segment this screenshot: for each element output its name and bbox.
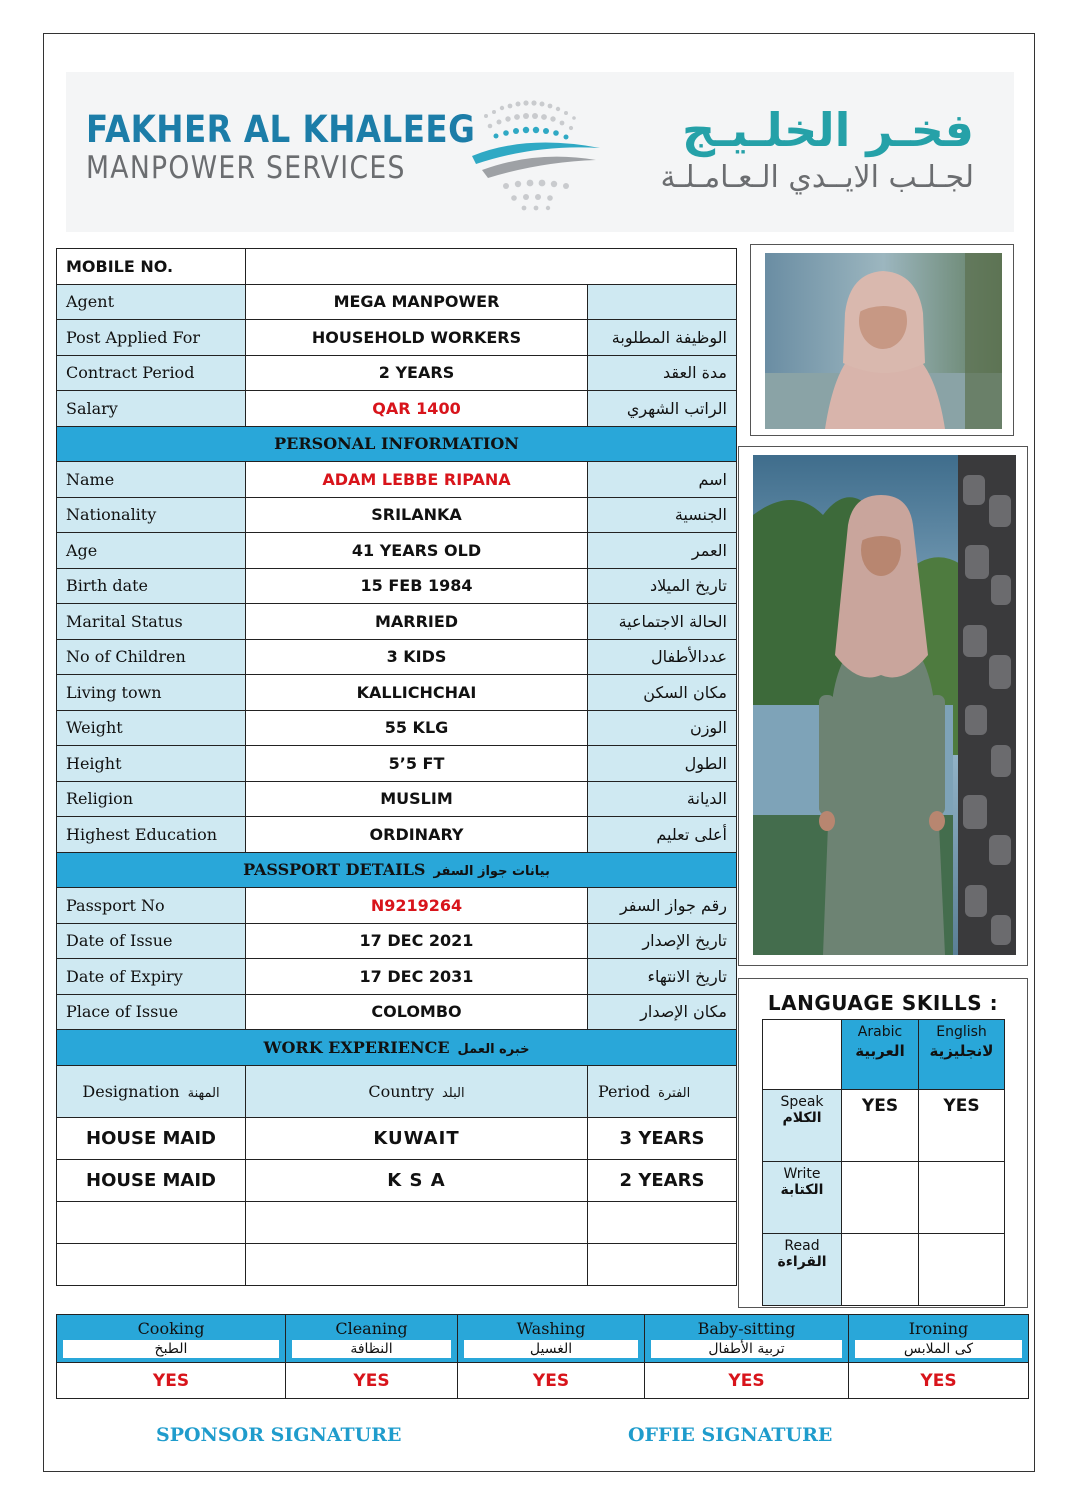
field-label-ar: الراتب الشهري	[588, 391, 737, 427]
field-label-ar: تاريخ الانتهاء	[588, 959, 737, 995]
info-row	[57, 284, 737, 320]
language-arabic-header	[842, 1020, 919, 1090]
work-country: K S A	[246, 1159, 588, 1201]
work-period-header-text: Period	[598, 1081, 651, 1101]
skill-value-cleaning: YES	[286, 1363, 458, 1399]
field-label-ar: تاريخ الميلاد	[588, 568, 737, 604]
field-label: Weight	[57, 710, 246, 746]
language-arabic-label-ar: العربية	[855, 1042, 905, 1060]
work-period-header	[588, 1065, 737, 1117]
skill-name: Ironing	[908, 1319, 969, 1338]
field-label: Date of Issue	[57, 923, 246, 959]
mobile-row	[57, 249, 737, 285]
write-label-ar: الكتابة	[780, 1182, 824, 1198]
passport-details-header-title	[57, 852, 737, 888]
skills-header-row	[57, 1315, 1029, 1363]
portrait-photo-frame	[750, 244, 1014, 436]
info-row	[57, 391, 737, 427]
language-header-row	[763, 1020, 1005, 1090]
work-country: KUWAIT	[246, 1117, 588, 1159]
field-value: COLOMBO	[246, 994, 588, 1030]
work-country-header-ar: البلد	[441, 1085, 465, 1101]
field-label-ar: الديانة	[588, 781, 737, 817]
info-row	[57, 710, 737, 746]
info-row	[57, 959, 737, 995]
field-label: Nationality	[57, 497, 246, 533]
sponsor-signature-label: SPONSOR SIGNATURE	[156, 1424, 402, 1446]
field-label-ar: رقم جواز السفر	[588, 888, 737, 924]
field-label: Date of Expiry	[57, 959, 246, 995]
mobile-label: MOBILE NO.	[57, 249, 246, 285]
field-value: HOUSEHOLD WORKERS	[246, 320, 588, 356]
field-value: MUSLIM	[246, 781, 588, 817]
field-value: 3 KIDS	[246, 639, 588, 675]
brand-name-line2: MANPOWER SERVICES	[86, 150, 406, 186]
work-experience-header-title-ar: خبره العمل	[457, 1041, 530, 1057]
skill-name: Washing	[516, 1319, 586, 1338]
read-label: Read	[784, 1238, 820, 1254]
work-period: 3 YEARS	[588, 1117, 737, 1159]
write-label: Write	[783, 1166, 821, 1182]
language-speak-label	[763, 1090, 842, 1162]
skill-name-ar: الطبخ	[63, 1340, 279, 1358]
field-label: Name	[57, 462, 246, 498]
skills-value-row	[57, 1363, 1029, 1399]
field-label-ar: مدة العقد	[588, 355, 737, 391]
language-skills-table	[762, 1019, 1005, 1306]
field-value: 2 YEARS	[246, 355, 588, 391]
info-row	[57, 568, 737, 604]
empty-cell	[57, 1243, 246, 1285]
skill-header-cleaning	[286, 1315, 458, 1363]
empty-cell	[246, 1201, 588, 1243]
work-country-header-text: Country	[368, 1081, 434, 1101]
work-designation: HOUSE MAID	[57, 1159, 246, 1201]
skill-value-washing: YES	[458, 1363, 645, 1399]
empty-cell	[246, 1243, 588, 1285]
field-label: Height	[57, 746, 246, 782]
language-read-row	[763, 1234, 1005, 1306]
skill-header-baby-sitting	[645, 1315, 849, 1363]
read-label-ar: القراءة	[777, 1254, 827, 1270]
info-row	[57, 497, 737, 533]
brand-name-line1: FAKHER AL KHALEEG	[86, 108, 476, 151]
work-experience-header-row	[57, 1030, 737, 1066]
info-row	[57, 604, 737, 640]
brand-arabic	[661, 102, 974, 198]
field-label: Birth date	[57, 568, 246, 604]
field-label: Living town	[57, 675, 246, 711]
info-row	[57, 888, 737, 924]
work-period: 2 YEARS	[588, 1159, 737, 1201]
info-row	[57, 462, 737, 498]
office-signature-label: OFFIE SIGNATURE	[628, 1424, 833, 1446]
read-arabic-value	[842, 1234, 919, 1306]
skill-name-ar: كى الملابس	[855, 1340, 1022, 1358]
field-value: ADAM LEBBE RIPANA	[246, 462, 588, 498]
field-label-ar: العمر	[588, 533, 737, 569]
passport-details-header-title-text: PASSPORT DETAILS	[243, 860, 426, 880]
field-value: KALLICHCHAI	[246, 675, 588, 711]
empty-cell	[57, 1201, 246, 1243]
skill-name: Baby-sitting	[697, 1319, 796, 1338]
field-label: Salary	[57, 391, 246, 427]
passport-details-header-title-ar: بيانات جواز السفر	[433, 864, 550, 880]
personal-info-header-row	[57, 426, 737, 462]
field-label-ar: مكان الإصدار	[588, 994, 737, 1030]
work-header-row	[57, 1065, 737, 1117]
work-designation-header-ar: المهنة	[187, 1085, 220, 1101]
field-value: MARRIED	[246, 604, 588, 640]
field-value: 17 DEC 2031	[246, 959, 588, 995]
info-row	[57, 675, 737, 711]
field-label: Agent	[57, 284, 246, 320]
field-label: Passport No	[57, 888, 246, 924]
read-english-value	[919, 1234, 1005, 1306]
full-body-photo	[753, 455, 1016, 955]
mobile-value	[246, 249, 737, 285]
empty-cell	[588, 1243, 737, 1285]
field-label-ar: الطول	[588, 746, 737, 782]
full-body-photo-frame	[738, 446, 1028, 966]
write-english-value	[919, 1162, 1005, 1234]
field-value: 55 KLG	[246, 710, 588, 746]
field-value: QAR 1400	[246, 391, 588, 427]
field-label: Religion	[57, 781, 246, 817]
language-write-row	[763, 1162, 1005, 1234]
empty-cell	[588, 1201, 737, 1243]
language-speak-row	[763, 1090, 1005, 1162]
field-value: 17 DEC 2021	[246, 923, 588, 959]
field-label-ar: عددالأطفال	[588, 639, 737, 675]
brand-english	[86, 110, 528, 186]
brand-arabic-line2: لجـلـب الايــدي الـعـامـلـة	[660, 160, 974, 195]
skill-header-cooking	[57, 1315, 286, 1363]
work-country-header	[246, 1065, 588, 1117]
company-logo-icon	[466, 86, 606, 216]
field-label-ar: أعلى تعليم	[588, 817, 737, 853]
info-row	[57, 320, 737, 356]
speak-english-value: YES	[919, 1090, 1005, 1162]
skill-name: Cooking	[137, 1319, 205, 1338]
language-corner-cell	[763, 1020, 842, 1090]
work-designation: HOUSE MAID	[57, 1117, 246, 1159]
field-value: SRILANKA	[246, 497, 588, 533]
field-value: 41 YEARS OLD	[246, 533, 588, 569]
field-label-ar	[588, 284, 737, 320]
work-experience-empty-row	[57, 1201, 737, 1243]
field-label-ar: الحالة الاجتماعية	[588, 604, 737, 640]
applicant-info-table	[56, 248, 737, 1286]
skill-header-washing	[458, 1315, 645, 1363]
field-label-ar: مكان السكن	[588, 675, 737, 711]
info-row	[57, 639, 737, 675]
info-row	[57, 781, 737, 817]
field-label-ar: الوزن	[588, 710, 737, 746]
language-skills-box	[738, 978, 1028, 1308]
skill-value-ironing: YES	[849, 1363, 1029, 1399]
field-label: Contract Period	[57, 355, 246, 391]
personal-info-header-title	[57, 426, 737, 462]
passport-details-header-row	[57, 852, 737, 888]
language-english-label: English	[936, 1024, 987, 1040]
work-experience-row	[57, 1159, 737, 1201]
field-label: Marital Status	[57, 604, 246, 640]
language-english-header	[919, 1020, 1005, 1090]
field-label: Highest Education	[57, 817, 246, 853]
skills-table	[56, 1314, 1029, 1399]
info-row	[57, 994, 737, 1030]
field-label: Age	[57, 533, 246, 569]
skill-name-ar: النظافة	[292, 1340, 451, 1358]
work-experience-empty-row	[57, 1243, 737, 1285]
portrait-photo	[765, 253, 1002, 429]
field-label-ar: اسم	[588, 462, 737, 498]
write-arabic-value	[842, 1162, 919, 1234]
language-write-label	[763, 1162, 842, 1234]
field-value: ORDINARY	[246, 817, 588, 853]
info-row	[57, 746, 737, 782]
brand-arabic-line1: فخـر الخلـيـج	[682, 103, 974, 157]
field-label-ar: الجنسية	[588, 497, 737, 533]
skill-value-baby-sitting: YES	[645, 1363, 849, 1399]
skill-name: Cleaning	[335, 1319, 408, 1338]
info-row	[57, 355, 737, 391]
skill-name-ar: تربية الأطفال	[651, 1340, 842, 1358]
field-label: Place of Issue	[57, 994, 246, 1030]
language-english-label-ar: لانجليزية	[929, 1042, 994, 1060]
field-label-ar: الوظيفة المطلوبة	[588, 320, 737, 356]
skill-header-ironing	[849, 1315, 1029, 1363]
field-value: N9219264	[246, 888, 588, 924]
work-experience-header-title-text: WORK EXPERIENCE	[263, 1037, 450, 1057]
language-arabic-label: Arabic	[857, 1024, 903, 1040]
speak-label-ar: الكلام	[782, 1110, 822, 1126]
field-value: MEGA MANPOWER	[246, 284, 588, 320]
field-value: 15 FEB 1984	[246, 568, 588, 604]
language-skills-title: LANGUAGE SKILLS :	[767, 991, 999, 1015]
speak-arabic-value: YES	[842, 1090, 919, 1162]
field-label-ar: تاريخ الإصدار	[588, 923, 737, 959]
work-experience-row	[57, 1117, 737, 1159]
work-designation-header	[57, 1065, 246, 1117]
speak-label: Speak	[780, 1094, 824, 1110]
field-label: Post Applied For	[57, 320, 246, 356]
field-value: 5’5 FT	[246, 746, 588, 782]
field-label: No of Children	[57, 639, 246, 675]
skill-value-cooking: YES	[57, 1363, 286, 1399]
work-designation-header-text: Designation	[82, 1081, 180, 1101]
language-read-label	[763, 1234, 842, 1306]
info-row	[57, 533, 737, 569]
info-row	[57, 923, 737, 959]
skill-name-ar: الغسيل	[464, 1340, 638, 1358]
work-experience-header-title	[57, 1030, 737, 1066]
personal-info-header-title-text: PERSONAL INFORMATION	[274, 434, 519, 454]
info-row	[57, 817, 737, 853]
work-period-header-ar: الفترة	[658, 1085, 691, 1101]
company-header	[66, 72, 1014, 232]
